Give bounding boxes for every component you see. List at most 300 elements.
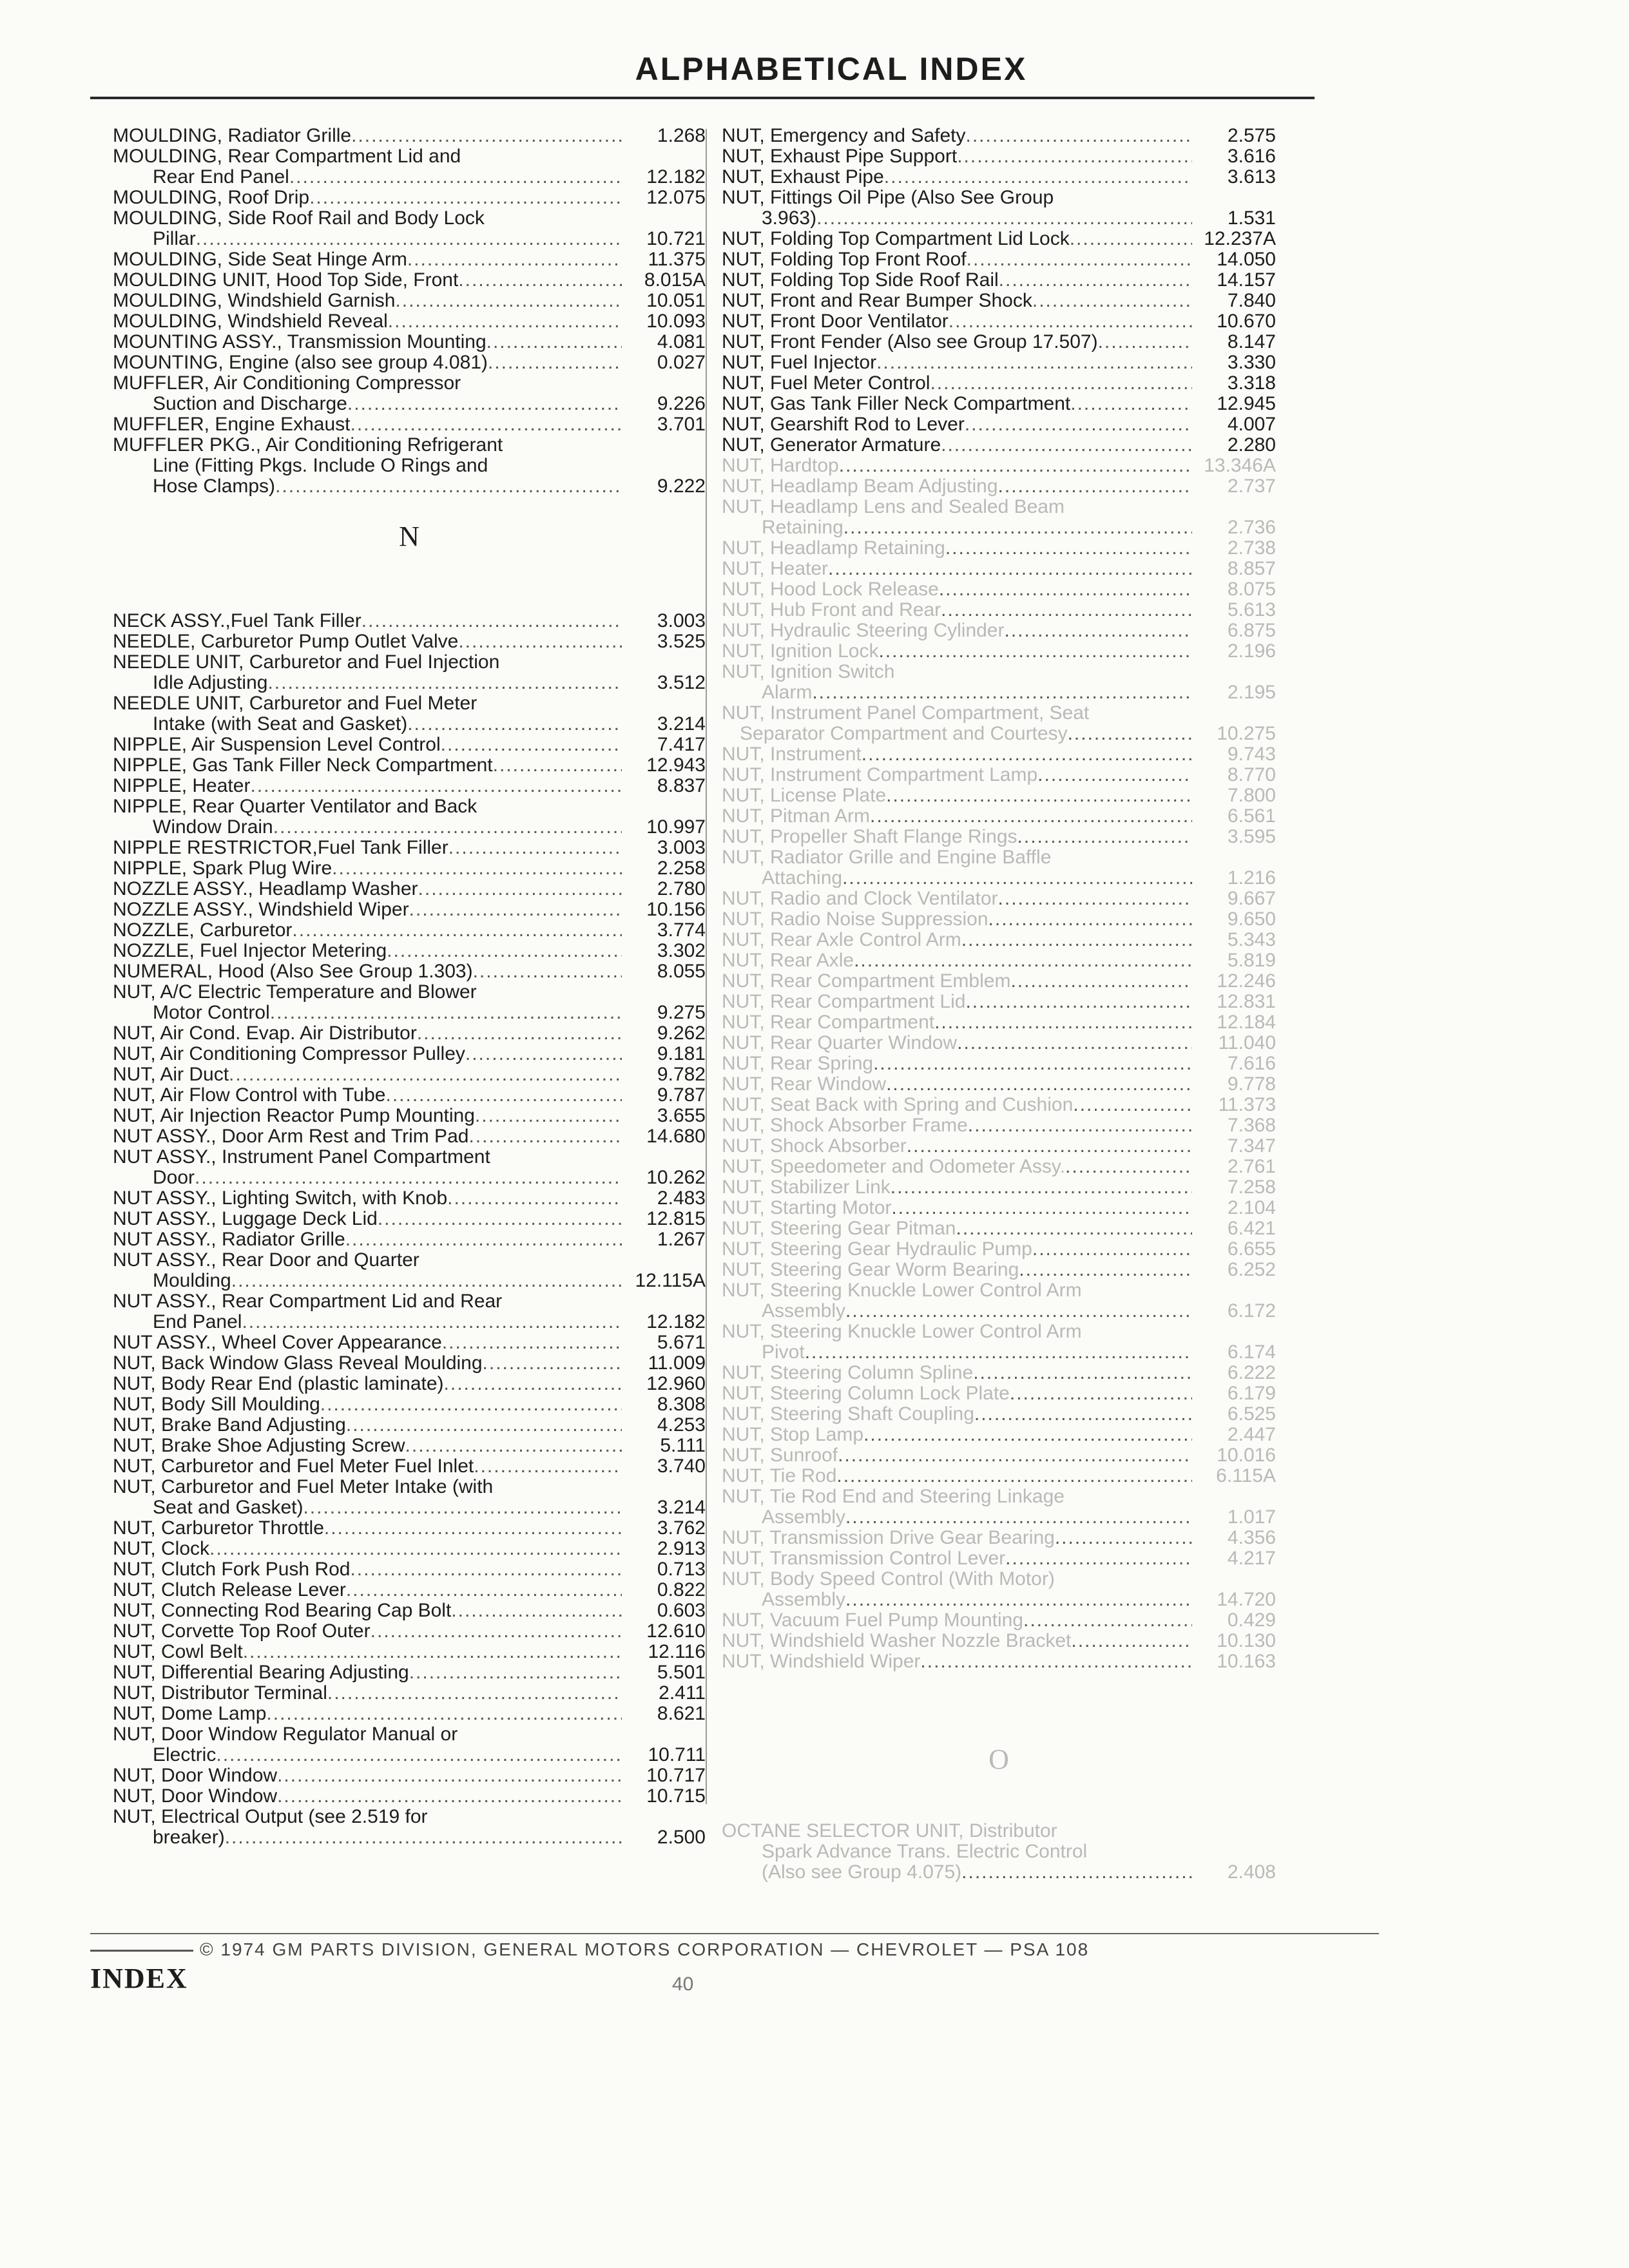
entry-page: 5.501	[657, 1662, 706, 1683]
entry-text: Idle Adjusting	[153, 673, 268, 693]
entry-text: NUT, Rear Axle	[722, 950, 854, 971]
entry-page: 10.093	[646, 311, 706, 332]
entry-text: Line (Fitting Pkgs. Include O Rings and	[153, 456, 488, 476]
index-entry	[113, 311, 706, 332]
index-entry	[113, 1353, 706, 1374]
leader-dots	[812, 682, 1192, 703]
entry-text: NUT, Clutch Release Lever	[113, 1580, 346, 1600]
leader-dots	[876, 352, 1192, 373]
index-entry	[113, 1683, 706, 1704]
index-entry	[722, 456, 1276, 476]
leader-dots	[277, 1765, 622, 1786]
leader-dots	[845, 1590, 1192, 1610]
entry-text: Motor Control	[153, 1003, 270, 1023]
entry-text: MOULDING, Roof Drip	[113, 187, 310, 208]
entry-page: 6.655	[1227, 1239, 1276, 1260]
entry-page: 3.512	[657, 673, 706, 693]
entry-page: 1.267	[657, 1229, 706, 1250]
entry-text: NUT, Heater	[722, 559, 829, 579]
entry-text: NUT, Instrument	[722, 744, 862, 765]
leader-dots	[998, 889, 1192, 909]
leader-dots	[891, 1198, 1192, 1218]
entry-page: 3.525	[657, 631, 706, 652]
leader-dots	[967, 249, 1192, 270]
index-entry	[722, 579, 1276, 600]
entry-text: NUT, Hood Lock Release	[722, 579, 939, 600]
entry-text: NUT, Ignition Switch	[722, 662, 895, 682]
index-entry	[722, 1053, 1276, 1074]
entry-page: 5.343	[1227, 930, 1276, 950]
leader-dots	[828, 559, 1192, 579]
entry-page: 12.115A	[635, 1271, 706, 1291]
entry-page: 3.616	[1227, 146, 1276, 167]
leader-dots	[441, 735, 622, 755]
leader-dots	[465, 1044, 622, 1064]
entry-text: NUT, Back Window Glass Reveal Moulding	[113, 1353, 483, 1374]
index-entry	[113, 1807, 706, 1827]
leader-dots	[862, 744, 1192, 765]
index-entry	[722, 1239, 1276, 1260]
title-rule	[90, 97, 1315, 99]
leader-dots	[266, 1704, 622, 1724]
entry-page: 6.172	[1227, 1301, 1276, 1321]
entry-text: Moulding	[153, 1271, 231, 1291]
leader-dots	[395, 291, 622, 311]
entry-page: 9.650	[1227, 909, 1276, 930]
index-entry	[722, 1631, 1276, 1651]
entry-page: 3.003	[657, 838, 706, 858]
index-entry	[113, 146, 706, 167]
entry-text: NUT, Shock Absorber Frame	[722, 1115, 968, 1136]
leader-dots	[292, 920, 622, 941]
entry-text: NUT ASSY., Luggage Deck Lid	[113, 1209, 378, 1229]
entry-page: 10.275	[1217, 724, 1276, 744]
index-entry	[113, 1765, 706, 1786]
index-entry	[722, 352, 1276, 373]
index-entry	[113, 229, 706, 249]
entry-page: 8.857	[1227, 559, 1276, 579]
entry-page: 2.195	[1227, 682, 1276, 703]
entry-page: 6.561	[1227, 806, 1276, 827]
leader-dots	[196, 229, 622, 249]
leader-dots	[417, 1023, 622, 1044]
entry-page: 3.762	[657, 1518, 706, 1539]
entry-text: Suction and Discharge	[153, 394, 347, 414]
entry-text: Rear End Panel	[153, 167, 289, 187]
index-entry	[722, 930, 1276, 950]
index-entry	[722, 600, 1276, 620]
entry-text: NUT, Instrument Compartment Lamp	[722, 765, 1038, 785]
entry-text: Intake (with Seat and Gasket)	[153, 714, 408, 735]
entry-text: NIPPLE, Gas Tank Filler Neck Compartment	[113, 755, 493, 776]
index-entry	[113, 1332, 706, 1353]
leader-dots	[243, 1642, 622, 1662]
leader-dots	[378, 1209, 622, 1229]
entry-page: 2.104	[1227, 1198, 1276, 1218]
entry-text: NUT, Corvette Top Roof Outer	[113, 1621, 371, 1642]
entry-page: 0.429	[1227, 1610, 1276, 1631]
entry-text: NUT ASSY., Wheel Cover Appearance	[113, 1332, 442, 1353]
index-entry	[113, 961, 706, 982]
index-entry	[113, 817, 706, 838]
index-entry	[722, 1157, 1276, 1177]
index-entry	[722, 249, 1276, 270]
entry-text: 3.963)	[762, 208, 817, 229]
index-entry	[113, 1312, 706, 1332]
index-entry	[113, 291, 706, 311]
leader-dots	[1005, 620, 1193, 641]
leader-dots	[361, 611, 622, 631]
entry-text: NUT, Rear Compartment Emblem	[722, 971, 1011, 992]
entry-page: 2.483	[657, 1188, 706, 1209]
entry-text: NUT, Folding Top Side Roof Rail	[722, 270, 999, 291]
leader-dots	[444, 1374, 622, 1394]
leader-dots	[250, 776, 622, 796]
entry-text: NUT, Stop Lamp	[722, 1425, 864, 1445]
entry-text: Retaining	[762, 517, 843, 538]
entry-page: 10.130	[1217, 1631, 1276, 1651]
entry-text: MOULDING, Side Roof Rail and Body Lock	[113, 208, 485, 229]
entry-text: NUT ASSY., Instrument Panel Compartment	[113, 1147, 490, 1168]
entry-page: 3.318	[1227, 373, 1276, 394]
index-entry	[722, 538, 1276, 559]
entry-page: 0.603	[657, 1600, 706, 1621]
entry-text: NUT, Clutch Fork Push Rod	[113, 1559, 351, 1580]
o-entry-line: OCTANE SELECTOR UNIT, Distributor	[722, 1820, 1057, 1841]
index-entry	[722, 435, 1276, 456]
entry-page: 0.822	[657, 1580, 706, 1600]
index-entry	[113, 1374, 706, 1394]
index-entry	[113, 1518, 706, 1539]
index-entry	[722, 806, 1276, 827]
index-entry	[113, 1436, 706, 1456]
index-entry	[722, 270, 1276, 291]
entry-page: 12.116	[648, 1642, 706, 1662]
entry-page: 9.226	[657, 394, 706, 414]
index-entry	[722, 1486, 1276, 1507]
entry-text: NUT, Ignition Lock	[722, 641, 879, 662]
index-entry	[722, 1507, 1276, 1528]
entry-page: 8.055	[657, 961, 706, 982]
index-entry	[113, 435, 706, 456]
leader-dots	[473, 961, 622, 982]
index-entry	[722, 744, 1276, 765]
index-entry	[722, 517, 1276, 538]
entry-text: NUT, Rear Compartment Lid	[722, 992, 966, 1012]
index-entry	[722, 1301, 1276, 1321]
index-entry	[722, 1610, 1276, 1631]
entry-text: NUT, Carburetor and Fuel Meter Fuel Inlet	[113, 1456, 474, 1477]
entry-page: 10.670	[1217, 311, 1276, 332]
leader-dots	[371, 1621, 622, 1642]
index-entry	[113, 1291, 706, 1312]
entry-text: NUT, Connecting Rod Bearing Cap Bolt	[113, 1600, 452, 1621]
entry-text: MOULDING, Side Seat Hinge Arm	[113, 249, 407, 270]
leader-dots	[886, 1074, 1192, 1095]
entry-text: NUT, Door Window Regulator Manual or	[113, 1724, 458, 1745]
index-entry	[113, 1415, 706, 1436]
entry-page: 3.655	[657, 1106, 706, 1126]
entry-page: 1.531	[1227, 208, 1276, 229]
leader-dots	[961, 1862, 1192, 1883]
index-entry	[722, 1404, 1276, 1425]
entry-text: NUT, Front and Rear Bumper Shock	[722, 291, 1032, 311]
entry-page: 9.275	[657, 1003, 706, 1023]
index-entry	[113, 982, 706, 1003]
entry-text: NUT, Door Window	[113, 1786, 278, 1807]
entry-text: NIPPLE RESTRICTOR,Fuel Tank Filler	[113, 838, 448, 858]
entry-page: 12.945	[1217, 394, 1276, 414]
entry-text: NUT, Fuel Meter Control	[722, 373, 930, 394]
index-entry	[722, 847, 1276, 868]
leader-dots	[385, 1085, 622, 1106]
leader-dots	[988, 909, 1192, 930]
entry-text: breaker)	[153, 1827, 225, 1848]
entry-page: 4.253	[657, 1415, 706, 1436]
entry-page: 4.081	[657, 332, 706, 352]
index-entry	[113, 208, 706, 229]
leader-dots	[407, 249, 622, 270]
leader-dots	[965, 992, 1192, 1012]
leader-dots	[907, 1136, 1192, 1157]
leader-dots	[216, 1745, 622, 1765]
index-entry	[113, 1044, 706, 1064]
leader-dots	[405, 1436, 622, 1456]
right-column	[722, 126, 1276, 1883]
index-entry	[113, 1085, 706, 1106]
entry-text: NUT, Rear Window	[722, 1074, 887, 1095]
leader-dots	[209, 1539, 622, 1559]
leader-dots	[805, 1342, 1192, 1363]
entry-text: NUT, Steering Knuckle Lower Control Arm	[722, 1321, 1082, 1342]
entry-page: 7.840	[1227, 291, 1276, 311]
index-entry	[722, 868, 1276, 889]
entry-page: 4.007	[1227, 414, 1276, 435]
index-entry	[113, 1064, 706, 1085]
entry-text: NUT, Windshield Wiper	[722, 1651, 921, 1672]
entry-page: 3.701	[657, 414, 706, 435]
copyright-text: © 1974 GM PARTS DIVISION, GENERAL MOTORS CORPORATION — CHEVROLET — PSA 108	[200, 1939, 1090, 1959]
index-entry	[722, 703, 1276, 724]
entry-page: 8.075	[1227, 579, 1276, 600]
leader-dots	[941, 600, 1192, 620]
entry-page: 6.222	[1227, 1363, 1276, 1383]
leader-dots	[845, 1507, 1192, 1528]
index-entry	[722, 1383, 1276, 1404]
index-entry	[722, 1218, 1276, 1239]
leader-dots	[442, 1332, 622, 1353]
entry-page: 1.216	[1227, 868, 1276, 889]
leader-dots	[289, 167, 622, 187]
entry-page: 9.222	[657, 476, 706, 497]
leader-dots	[409, 1662, 622, 1683]
index-entry	[113, 1786, 706, 1807]
index-entry	[722, 1651, 1276, 1672]
index-entry	[113, 879, 706, 899]
index-entry	[113, 1642, 706, 1662]
section-heading-n: N	[399, 521, 419, 552]
entry-page: 6.252	[1227, 1260, 1276, 1280]
entry-page: 2.736	[1227, 517, 1276, 538]
leader-dots	[1068, 724, 1192, 744]
leader-dots	[886, 785, 1192, 806]
o-entry-line: Spark Advance Trans. Electric Control	[762, 1841, 1088, 1862]
entry-page: 2.500	[657, 1827, 706, 1848]
entry-text: NUT, Rear Spring	[722, 1053, 874, 1074]
entry-page: 8.015A	[644, 270, 706, 291]
leader-dots	[1017, 827, 1192, 847]
leader-dots	[231, 1271, 622, 1291]
index-entry	[113, 1600, 706, 1621]
index-entry	[722, 1363, 1276, 1383]
index-entry	[722, 229, 1276, 249]
entry-text: MUFFLER, Air Conditioning Compressor	[113, 373, 461, 394]
leader-dots	[863, 1425, 1192, 1445]
index-entry	[722, 827, 1276, 847]
entry-page: 9.778	[1227, 1074, 1276, 1095]
index-entry	[722, 414, 1276, 435]
entry-page: 5.613	[1227, 600, 1276, 620]
entry-page: 12.075	[646, 187, 706, 208]
entry-page: 11.009	[648, 1353, 706, 1374]
index-entry	[113, 476, 706, 497]
entry-text: NUT, Radio and Clock Ventilator	[722, 889, 998, 909]
leader-dots	[973, 1363, 1192, 1383]
leader-dots	[327, 1683, 622, 1704]
index-entry	[113, 1023, 706, 1044]
leader-dots	[968, 1115, 1192, 1136]
index-entry	[113, 1147, 706, 1168]
leader-dots	[447, 1188, 622, 1209]
entry-text: Attaching	[762, 868, 843, 889]
leader-dots	[854, 950, 1192, 971]
leader-dots	[458, 631, 622, 652]
entry-text: NUT, Stabilizer Link	[722, 1177, 891, 1198]
index-entry	[113, 796, 706, 817]
index-entry	[113, 714, 706, 735]
entry-page: 2.737	[1227, 476, 1276, 497]
index-entry	[722, 785, 1276, 806]
index-entry	[722, 311, 1276, 332]
entry-page: 11.373	[1218, 1095, 1276, 1115]
entry-page: 3.774	[657, 920, 706, 941]
entry-page: 14.720	[1217, 1590, 1276, 1610]
index-entry	[722, 1074, 1276, 1095]
entry-page: 3.302	[657, 941, 706, 961]
leader-dots	[1019, 1260, 1192, 1280]
index-entry	[722, 126, 1276, 146]
leader-dots	[891, 1177, 1192, 1198]
entry-text: NUMERAL, Hood (Also See Group 1.303)	[113, 961, 473, 982]
entry-page: 9.782	[657, 1064, 706, 1085]
entry-text: NUT, Transmission Control Lever	[722, 1548, 1006, 1569]
leader-dots	[468, 1126, 622, 1147]
entry-text: Separator Compartment and Courtesy	[740, 724, 1068, 744]
index-entry	[113, 126, 706, 146]
entry-text: End Panel	[153, 1312, 242, 1332]
index-entry	[113, 631, 706, 652]
leader-dots	[418, 879, 622, 899]
entry-page: 10.997	[646, 817, 706, 838]
entry-page: 9.262	[657, 1023, 706, 1044]
leader-dots	[957, 1033, 1192, 1053]
entry-text: NUT, Brake Shoe Adjusting Screw	[113, 1436, 405, 1456]
entry-text: Electric	[153, 1745, 217, 1765]
index-entry	[113, 941, 706, 961]
leader-dots	[487, 332, 622, 352]
entry-text: NIPPLE, Air Suspension Level Control	[113, 735, 441, 755]
entry-text: Door	[153, 1168, 195, 1188]
entry-page: 2.761	[1227, 1157, 1276, 1177]
entry-page: 5.819	[1227, 950, 1276, 971]
index-entry	[722, 1198, 1276, 1218]
index-entry	[113, 693, 706, 714]
leader-dots	[870, 806, 1192, 827]
entry-text: Pivot	[762, 1342, 805, 1363]
entry-text: NUT, Air Conditioning Compressor Pulley	[113, 1044, 465, 1064]
index-entry	[113, 1724, 706, 1745]
index-entry	[113, 249, 706, 270]
entry-text: Hose Clamps)	[153, 476, 276, 497]
entry-page: 8.147	[1227, 332, 1276, 352]
index-entry	[722, 1569, 1276, 1590]
entry-text: NUT, Speedometer and Odometer Assy.	[722, 1157, 1066, 1177]
index-entry	[113, 1745, 706, 1765]
leader-dots	[838, 1445, 1192, 1466]
index-entry	[722, 332, 1276, 352]
index-entry	[113, 456, 706, 476]
entry-page: 7.368	[1227, 1115, 1276, 1136]
entry-page: 11.040	[1218, 1033, 1276, 1053]
index-entry	[722, 682, 1276, 703]
entry-text: NUT, Headlamp Retaining	[722, 538, 945, 559]
entry-text: NUT, Air Injection Reactor Pump Mounting	[113, 1106, 475, 1126]
entry-text: NUT, Body Speed Control (With Motor)	[722, 1569, 1055, 1590]
entry-text: NUT, Door Window	[113, 1765, 278, 1786]
entry-text: NUT, Folding Top Front Roof	[722, 249, 967, 270]
entry-page: 11.375	[648, 249, 706, 270]
entry-page: 2.408	[1227, 1862, 1276, 1883]
leader-dots	[1005, 1548, 1192, 1569]
entry-text: NUT, Front Fender (Also see Group 17.507)	[722, 332, 1098, 352]
index-entry	[113, 270, 706, 291]
index-entry	[113, 858, 706, 879]
index-entry	[722, 1528, 1276, 1548]
index-entry	[722, 724, 1276, 744]
index-entry	[113, 1827, 706, 1848]
index-entry	[722, 146, 1276, 167]
leader-dots	[974, 1404, 1192, 1425]
footer-copyright	[90, 1939, 1089, 1960]
leader-dots	[493, 755, 622, 776]
entry-page: 4.356	[1227, 1528, 1276, 1548]
leader-dots	[884, 167, 1192, 187]
entry-page: 2.447	[1227, 1425, 1276, 1445]
entry-text: NUT, Rear Axle Control Arm	[722, 930, 961, 950]
index-entry	[722, 1466, 1276, 1486]
leader-dots	[1071, 1631, 1192, 1651]
index-entry	[722, 187, 1276, 208]
entry-text: NUT, Tie Rod	[722, 1466, 837, 1486]
entry-text: NEEDLE UNIT, Carburetor and Fuel Meter	[113, 693, 477, 714]
entry-page: 3.613	[1227, 167, 1276, 187]
footer-rule	[90, 1933, 1379, 1934]
entry-page: 8.837	[657, 776, 706, 796]
entry-page: 10.163	[1217, 1651, 1276, 1672]
entry-page: 2.913	[657, 1539, 706, 1559]
index-entry	[722, 1342, 1276, 1363]
index-entry	[113, 838, 706, 858]
